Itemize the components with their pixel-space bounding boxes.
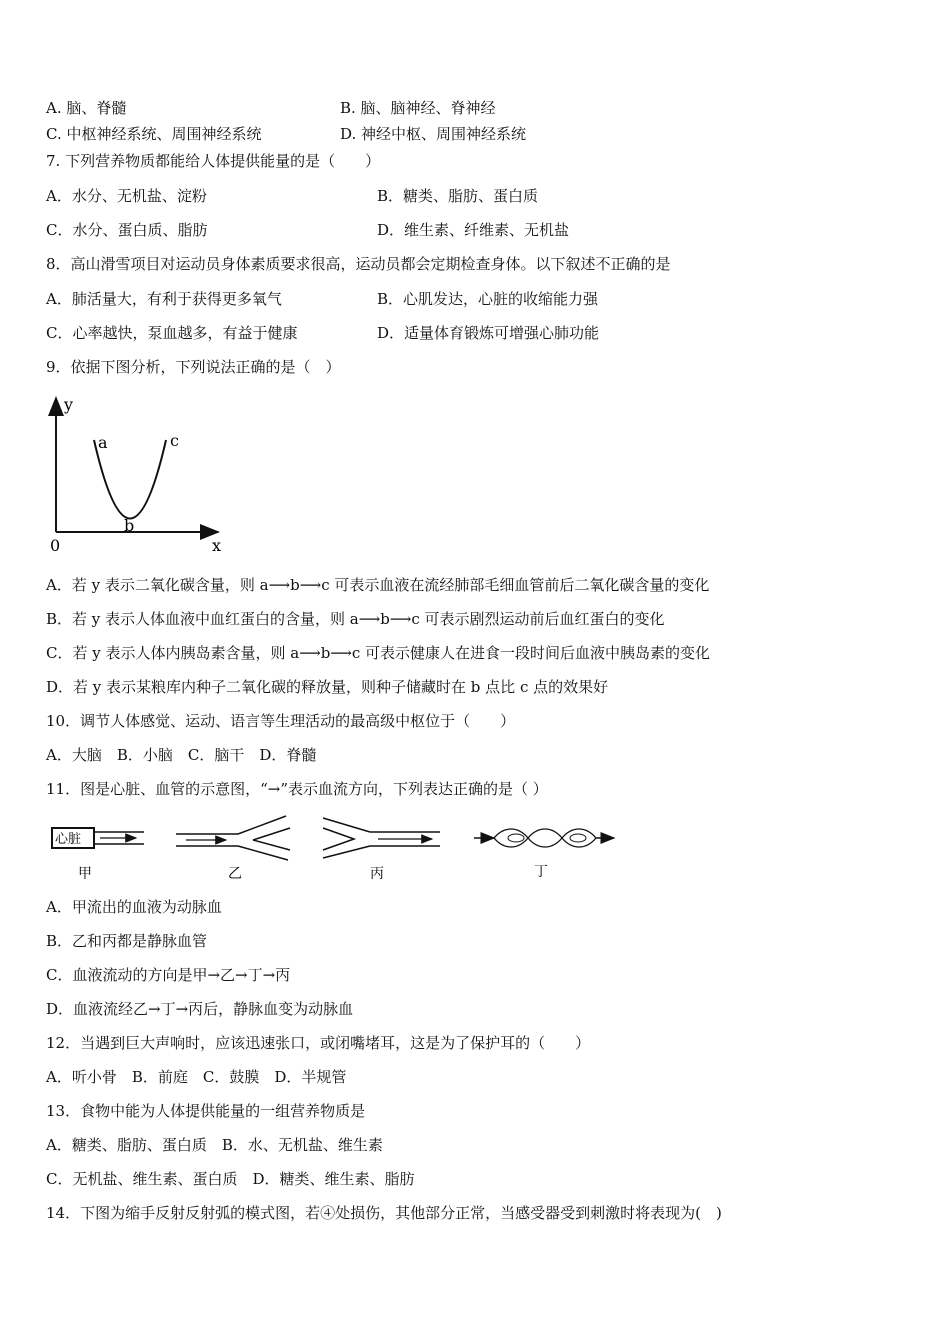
q8-option-b: B．心肌发达，心脏的收缩能力强 (377, 290, 599, 308)
point-c-label: c (170, 431, 179, 450)
q8-option-c: C．心率越快，泵血越多，有益于健康 (46, 324, 298, 342)
q13-options-ab: A．糖类、脂肪、蛋白质 B．水、无机盐、维生素 (46, 1136, 383, 1154)
q11-option-c: C．血液流动的方向是甲→乙→丁→丙 (46, 966, 291, 984)
q10-options: A．大脑 B．小脑 C．脑干 D．脊髓 (46, 746, 317, 764)
q9-option-c: C．若 y 表示人体内胰岛素含量，则 a⟶b⟶c 可表示健康人在进食一段时间后血液中胰岛素的变化 (46, 644, 711, 662)
q12-stem: 12．当遇到巨大声响时，应该迅速张口，或闭嘴堵耳，这是为了保护耳的（ ） (46, 1034, 591, 1052)
q11-stem: 11．图是心脏、血管的示意图，“→”表示血流方向，下列表达正确的是（ ） (46, 780, 548, 798)
q7-option-c: C．水分、蛋白质、脂肪 (46, 221, 208, 239)
q9-stem: 9．依据下图分析，下列说法正确的是（ ） (46, 358, 341, 376)
arrow-icon: ⟶ (358, 610, 381, 628)
point-a-label: a (98, 433, 108, 452)
q11-option-b: B．乙和丙都是静脉血管 (46, 932, 208, 950)
svg-text:丙: 丙 (370, 866, 384, 882)
arrow-icon: ⟶ (268, 576, 291, 594)
q8-stem: 8．高山滑雪项目对运动员身体素质要求很高，运动员都会定期检查身体。以下叙述不正确的是 (46, 255, 671, 273)
q11-figure (48, 812, 628, 884)
arrow-icon: ⟶ (299, 576, 322, 594)
figure-jia (52, 828, 144, 882)
q7-option-d: D．维生素、纤维素、无机盐 (377, 221, 570, 239)
q7-option-a: A．水分、无机盐、淀粉 (46, 187, 207, 205)
q13-stem: 13．食物中能为人体提供能量的一组营养物质是 (46, 1102, 366, 1120)
svg-text:心脏: 心脏 (55, 832, 82, 847)
svg-text:乙: 乙 (228, 866, 242, 882)
figure-bing (323, 818, 440, 882)
q8-option-a: A．肺活量大，有利于获得更多氧气 (46, 290, 282, 308)
svg-text:丁: 丁 (534, 864, 548, 880)
point-b-label: b (124, 516, 135, 535)
figure-yi (176, 816, 290, 882)
x-label: x (212, 536, 222, 555)
q10-stem: 10．调节人体感觉、运动、语言等生理活动的最高级中枢位于（ ） (46, 712, 516, 730)
q7-stem: 7. 下列营养物质都能给人体提供能量的是（ ） (46, 152, 381, 170)
q8-option-d: D．适量体育锻炼可增强心肺功能 (377, 324, 600, 342)
svg-text:甲: 甲 (78, 866, 92, 882)
origin-label: 0 (50, 536, 61, 555)
figure-ding (474, 829, 614, 880)
q9-graph (40, 392, 240, 562)
arrow-icon: ⟶ (389, 610, 412, 628)
q9-option-b: B．若 y 表示人体血液中血红蛋白的含量，则 a⟶b⟶c 可表示剧烈运动前后血红蛋白的变化 (46, 610, 665, 628)
q6-option-d: D. 神经中枢、周围神经系统 (340, 125, 527, 143)
q7-option-b: B．糖类、脂肪、蛋白质 (377, 187, 539, 205)
q9-option-a: A．若 y 表示二氧化碳含量，则 a⟶b⟶c 可表示血液在流经肺部毛细血管前后二氧化碳含量的变化 (46, 576, 710, 594)
q6-option-a: A. 脑、脊髓 (46, 99, 127, 117)
y-label: y (64, 395, 74, 414)
arrow-icon: ⟶ (330, 644, 352, 662)
q12-options: A．听小骨 B．前庭 C．鼓膜 D．半规管 (46, 1068, 347, 1086)
q11-option-a: A．甲流出的血液为动脉血 (46, 898, 222, 916)
q9-option-d: D．若 y 表示某粮库内种子二氧化碳的释放量，则种子储藏时在 b 点比 c 点的效果好 (46, 678, 609, 696)
q6-option-b: B. 脑、脑神经、脊神经 (340, 99, 496, 117)
q13-options-cd: C．无机盐、维生素、蛋白质 D．糖类、维生素、脂肪 (46, 1170, 415, 1188)
arrow-icon: ⟶ (299, 644, 321, 662)
q6-option-c: C. 中枢神经系统、周围神经系统 (46, 125, 262, 143)
q14-stem: 14．下图为缩手反射反射弧的模式图，若④处损伤，其他部分正常，当感受器受到刺激时将表现为( ) (46, 1204, 722, 1222)
q11-option-d: D．血液流经乙→丁→丙后，静脉血变为动脉血 (46, 1000, 354, 1018)
